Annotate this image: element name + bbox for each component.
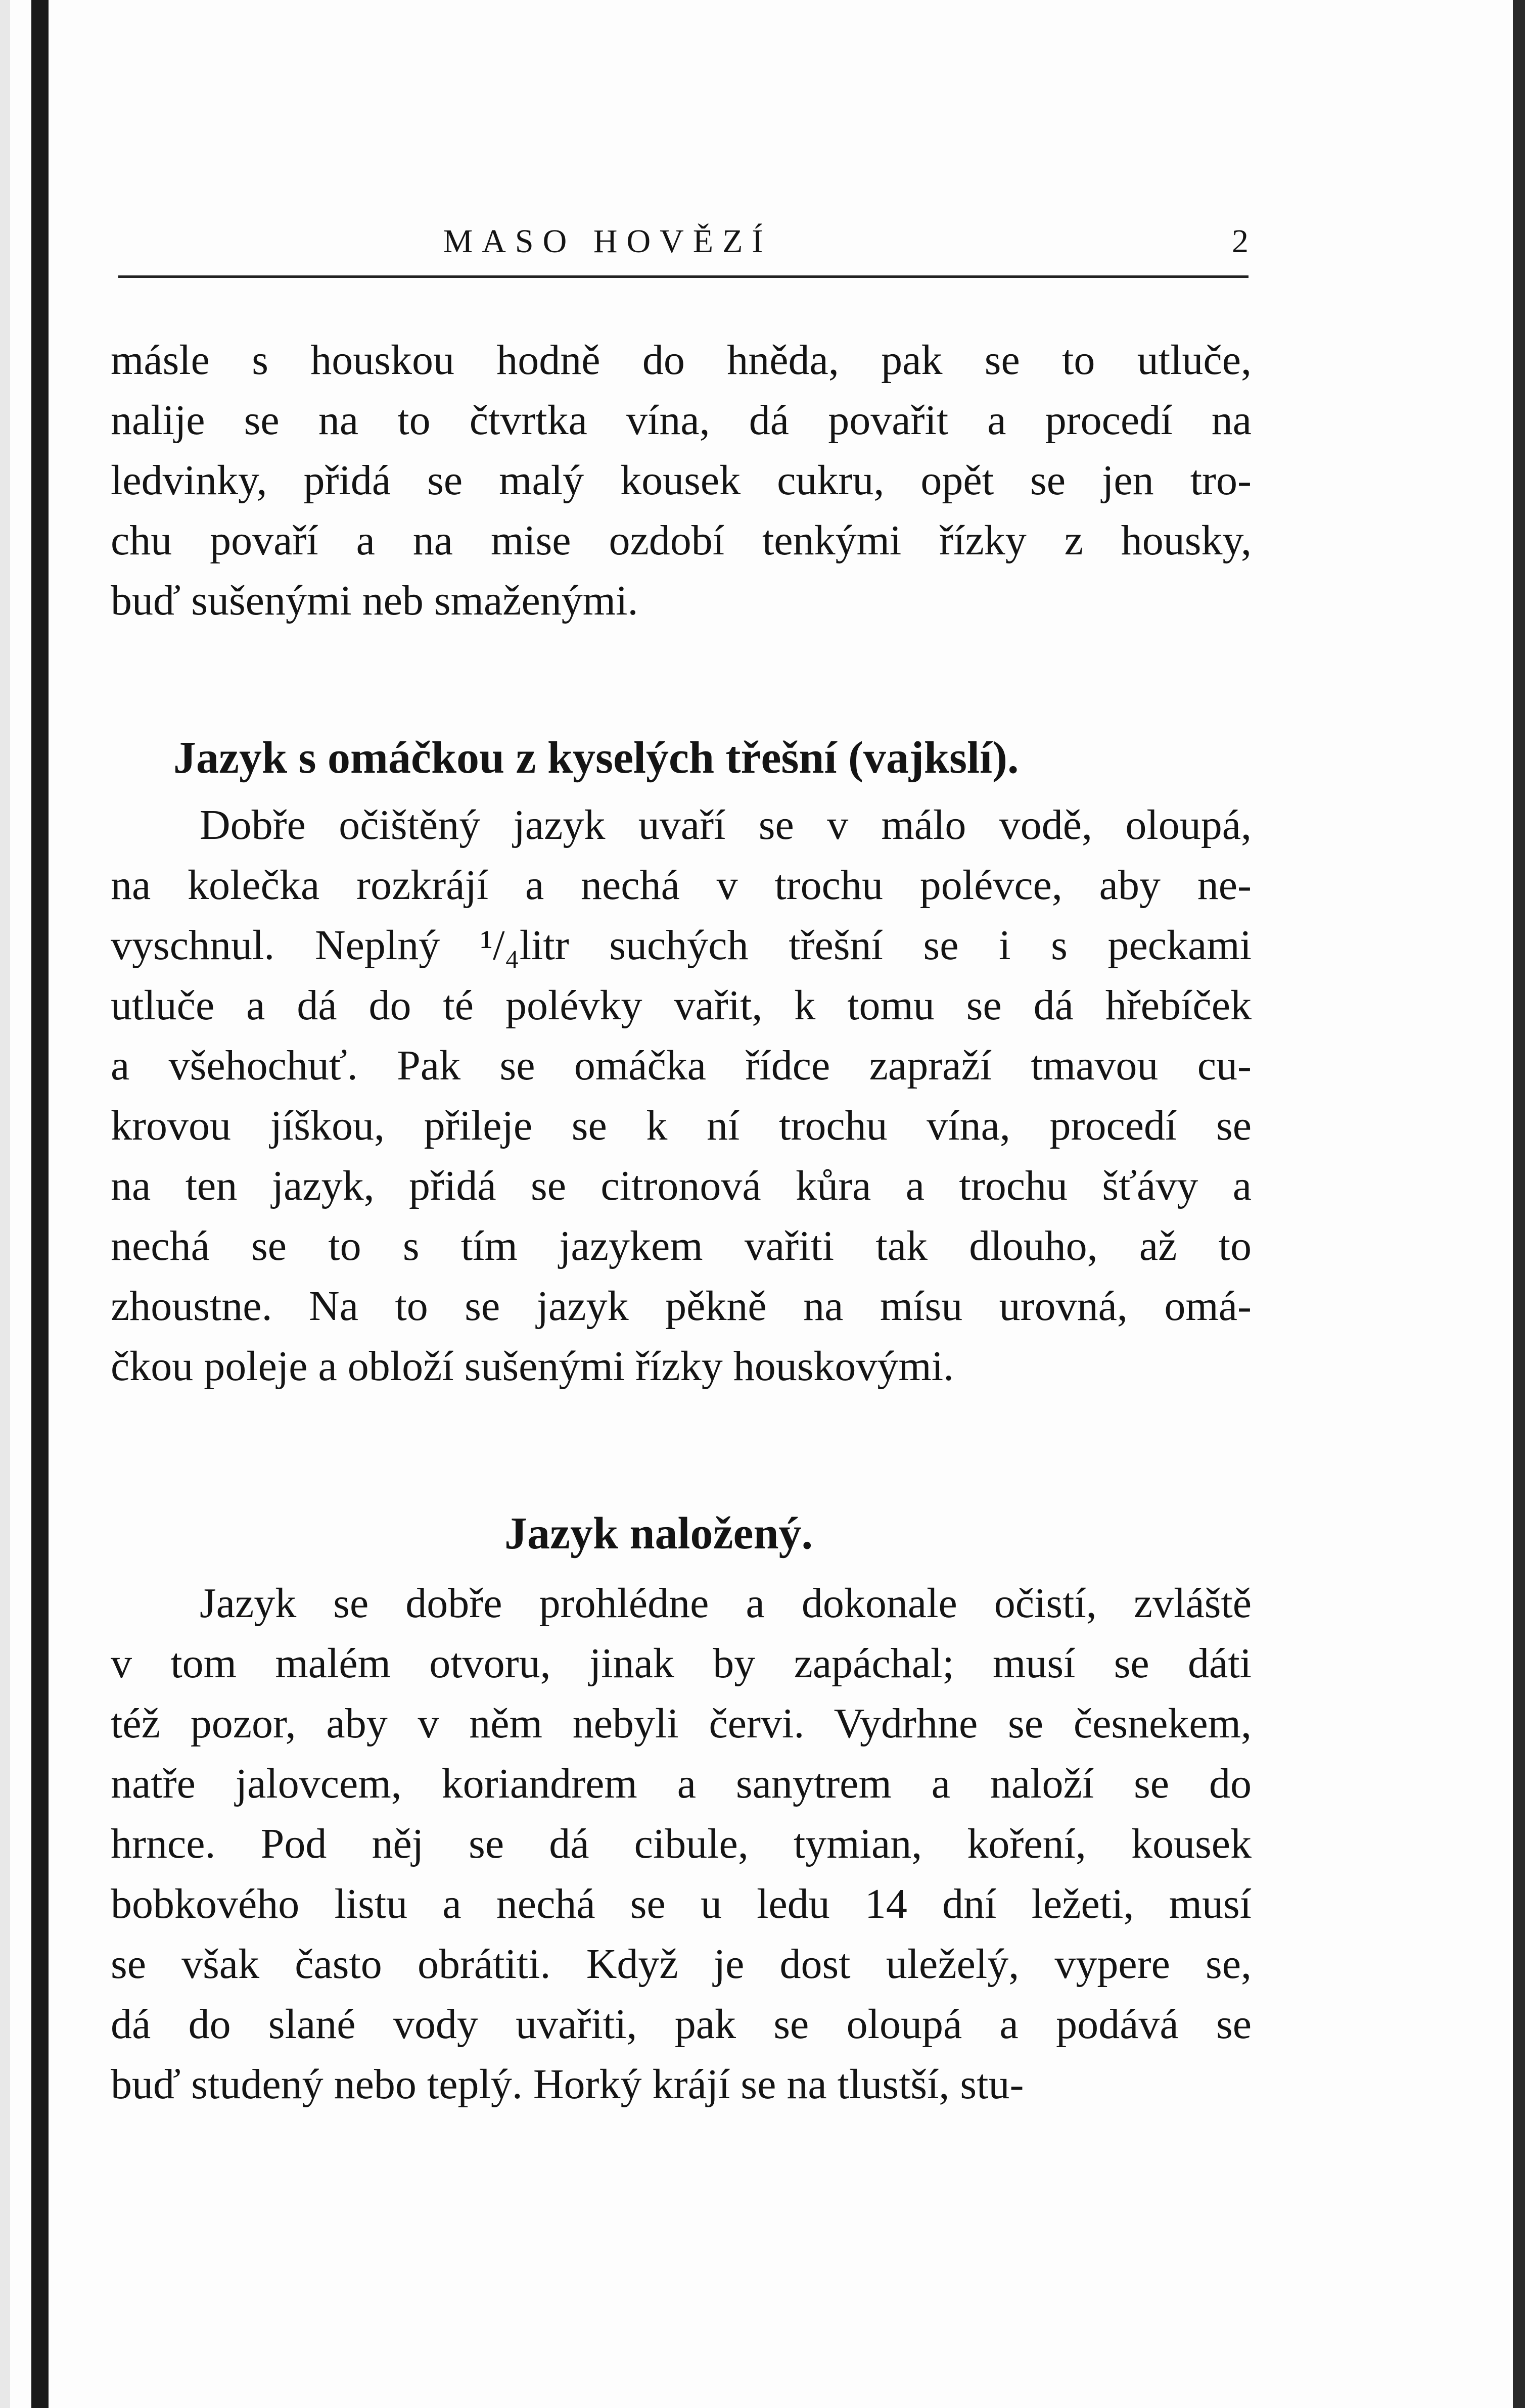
running-title: MASO HOVĚZÍ xyxy=(443,223,772,260)
text-line: dá do slané vody uvařiti, pak se oloupá a podává se xyxy=(111,2001,1252,2048)
page-header xyxy=(118,222,1249,263)
text-line: másle s houskou hodně do hněda, pak se to utluče, xyxy=(111,337,1252,384)
text-line: nechá se to s tím jazykem vařiti tak dlouho, až to xyxy=(111,1222,1252,1269)
text-line: bobkového listu a nechá se u ledu 14 dní ležeti, musí xyxy=(111,1880,1252,1927)
text-line: chu povaří a na mise ozdobí tenkými řízky z housky, xyxy=(111,517,1252,564)
paragraph-3 xyxy=(111,1573,1252,2114)
text-line: na kolečka rozkrájí a nechá v trochu polévce, aby ne- xyxy=(111,862,1252,909)
text-line: krovou jíškou, přileje se k ní trochu vína, procedí se xyxy=(111,1102,1252,1149)
recipe-heading-tongue-cherry-sauce: Jazyk s omáčkou z kyselých třešní (vajkslí). xyxy=(173,733,1019,783)
text-line: se však často obrátiti. Když je dost uleželý, vypere se, xyxy=(111,1941,1252,1988)
text-line: buď studený nebo teplý. Horký krájí se na tlustší, stu- xyxy=(111,2061,1024,2108)
binding-edge xyxy=(31,0,49,2408)
text-line: na ten jazyk, přidá se citronová kůra a trochu šťávy a xyxy=(111,1162,1252,1209)
recipe-heading-pickled-tongue: Jazyk naložený. xyxy=(504,1508,813,1559)
text-line: v tom malém otvoru, jinak by zapáchal; musí se dáti xyxy=(111,1640,1252,1687)
text-line: též pozor, aby v něm nebyli červi. Vydrhne se česnekem, xyxy=(111,1700,1252,1747)
paragraph-1 xyxy=(111,330,1252,631)
text-line: utluče a dá do té polévky vařit, k tomu se dá hřebíček xyxy=(111,982,1252,1029)
header-rule xyxy=(118,275,1249,278)
text-line: Dobře očištěný jazyk uvaří se v málo vodě, oloupá, xyxy=(200,801,1252,848)
page-edge-shadow xyxy=(0,0,10,2408)
paragraph-2 xyxy=(111,795,1252,1396)
page-number: 2 xyxy=(1232,223,1249,260)
text-line: zhoustne. Na to se jazyk pěkně na mísu urovná, omá- xyxy=(111,1283,1252,1330)
text-line: vyschnul. Neplný ¹/₄litr suchých třešní se i s peckami xyxy=(111,922,1252,969)
text-line: nalije se na to čtvrtka vína, dá povařit a procedí na xyxy=(111,397,1252,444)
text-line: a všehochuť. Pak se omáčka řídce zapraží tmavou cu- xyxy=(111,1042,1252,1089)
page-edge-right xyxy=(1513,0,1525,2408)
text-line: čkou poleje a obloží sušenými řízky houskovými. xyxy=(111,1343,954,1390)
text-line: Jazyk se dobře prohlédne a dokonale očistí, zvláště xyxy=(200,1580,1252,1627)
text-line: hrnce. Pod něj se dá cibule, tymian, koření, kousek xyxy=(111,1820,1252,1867)
text-line: natře jalovcem, koriandrem a sanytrem a naloží se do xyxy=(111,1760,1252,1807)
text-line: ledvinky, přidá se malý kousek cukru, opět se jen tro- xyxy=(111,457,1252,504)
text-line: buď sušenými neb smaženými. xyxy=(111,577,638,624)
